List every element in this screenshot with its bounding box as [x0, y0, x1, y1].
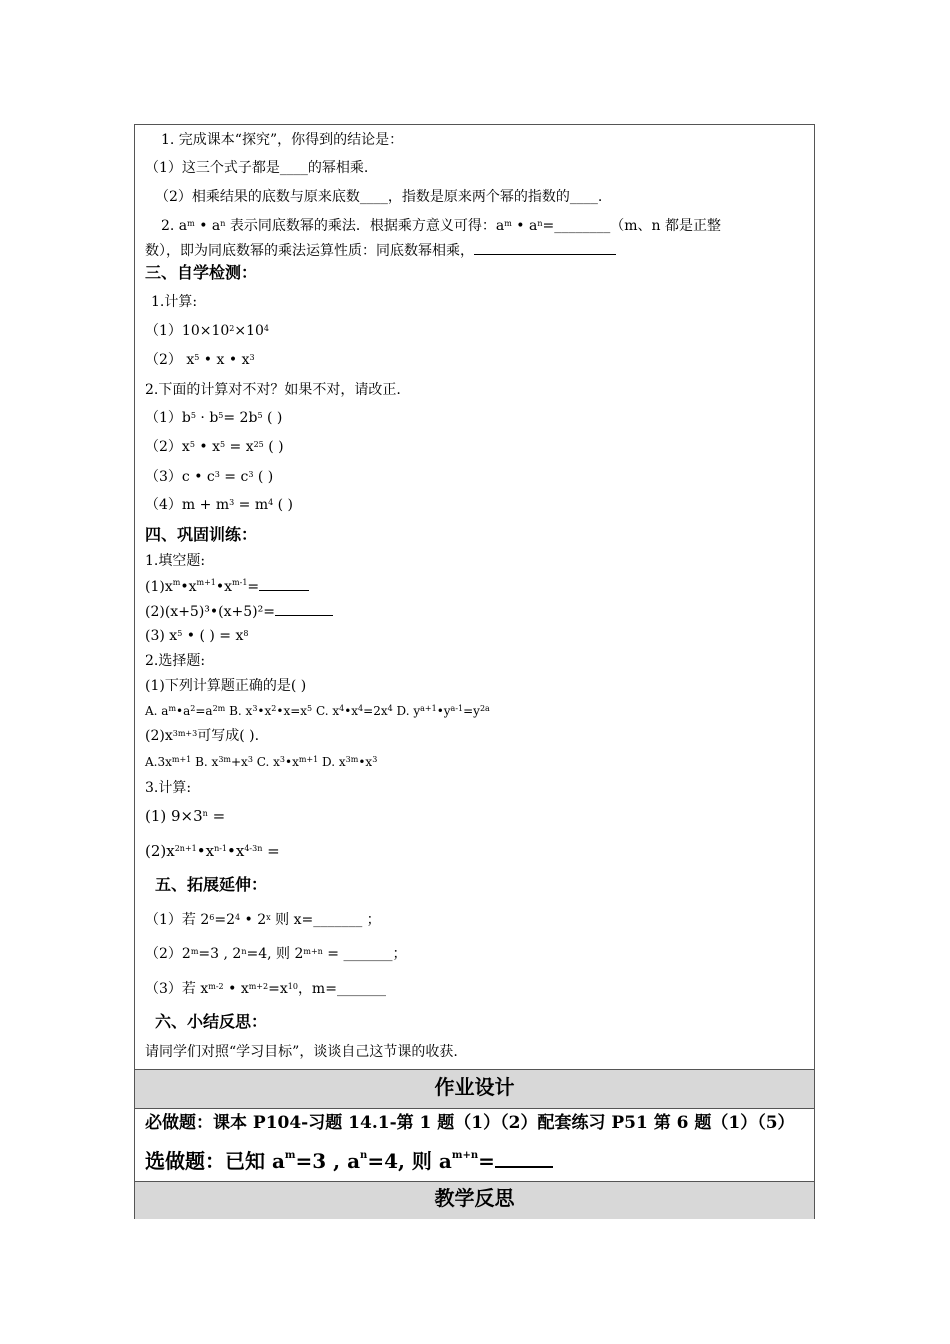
s3-judge-title: 2.下面的计算对不对？如果不对，请改正. [145, 382, 401, 398]
explore-line-3: （2）相乘结果的底数与原来底数____，指数是原来两个幂的指数的____. [155, 189, 603, 205]
s5-item-1: （1）若 $2^6=2^4$ • 2$^x$ 则 x=_______ ； [145, 912, 381, 928]
answer-blank[interactable] [495, 1144, 553, 1168]
lesson-table [134, 124, 815, 1219]
s4-choice-q1: (1)下列计算题正确的是( ) [145, 678, 307, 694]
s4-calc-1: (1) $9\times 3^n$ = [145, 807, 226, 825]
s4-choice-q2: $(2)x^{3m+3}$可写成( ). [145, 728, 260, 744]
section-3-heading: 三、自学检测： [145, 263, 258, 282]
s4-calc-title: 3.计算: [145, 780, 192, 796]
explore-line-5: 数），即为同底数幂的乘法运算性质：同底数幂相乘， [145, 240, 616, 260]
s4-choice-q2-options: $A.3x^{m+1}$ B. $x^{3m}+x^3$ C. $x^3•x^{m+1}$ D. $x^{3m}•x^3$ [145, 755, 378, 769]
answer-blank[interactable] [474, 240, 616, 255]
s3-judge-2: $(2)x^5$ • $x^5 = x^{25}$ ( ) [145, 439, 284, 455]
s4-fill-1: $(1)x^m•x^{m+1}•x^{m-1}=$ [145, 576, 309, 596]
s3-calc-2: （2） $x^5$ • x • $x^3$ [145, 352, 255, 368]
s4-fill-3: (3) $x^5$ • ( ) = $x^8$ [145, 628, 249, 644]
s4-choice-q1-options: A. $a^m•a^2=a^{2m}$ B. $x^3•x^2•x=x^5$ C. $x^4•x^4=2x^4$ D. $y^{a+1}•y^{a-1}=y^{2a}$ [145, 704, 490, 718]
answer-blank[interactable] [275, 601, 333, 616]
s5-item-2: $(2)2^m=3$ , $2^n=4$, 则 $2^{m+n}$ = _______； [145, 946, 407, 962]
answer-blank[interactable] [259, 576, 309, 591]
s3-calc-title: 1.计算: [151, 294, 198, 310]
s3-judge-1: $(1)b^5 \cdot b^5= 2b^5$ ( ) [145, 410, 283, 426]
s3-judge-4: $(4)m + m^3 = m^4$ ( ) [145, 497, 294, 513]
explore-line-2: （1）这三个式子都是____的幂相乘. [145, 160, 369, 176]
homework-band: 作业设计 [135, 1069, 814, 1109]
section-6-heading: 六、小结反思： [155, 1012, 268, 1031]
s4-fill-2: (2)(x+5)³•(x+5)²= [145, 601, 333, 621]
homework-optional: 选做题：已知 $a^m=3$ , $a^n=4$, 则 $a^{m+n}=$ [145, 1144, 553, 1175]
s3-judge-3: （3）c • $c^3 = c^3$ ( ) [145, 469, 274, 485]
homework-required: 必做题：课本 P104-习题 14.1-第 1 题（1）（2）配套练习 P51 第 6 题（1）（5） [145, 1113, 795, 1133]
section-4-heading: 四、巩固训练： [145, 525, 258, 544]
reflection-band: 教学反思 [135, 1181, 814, 1219]
explore-line-1: 1. 完成课本“探究”，你得到的结论是： [161, 132, 404, 148]
s4-fill-title: 1.填空题: [145, 553, 206, 569]
s4-choice-title: 2.选择题: [145, 653, 206, 669]
s5-item-3: （3）若 $x^{m-2}$ • $x^{m+2}=x^{10}$，m=_______ [145, 981, 386, 997]
s4-calc-2: $(2)x^{2n+1}•x^{n-1}•x^{4-3n}$ = [145, 842, 280, 860]
explore-line-4: 2. $a^m$ • $a^n$ 表示同底数幂的乘法．根据乘方意义可得：$a^m$ • $a^n=\_\_\_\_\_\_\_\_(m$、n 都是正整 [161, 218, 721, 234]
s3-calc-1: $(1)10\times 10^2\times 10^4$ [145, 323, 270, 339]
s6-text: 请同学们对照“学习目标”，谈谈自己这节课的收获. [145, 1044, 458, 1060]
section-5-heading: 五、拓展延伸： [155, 875, 268, 894]
